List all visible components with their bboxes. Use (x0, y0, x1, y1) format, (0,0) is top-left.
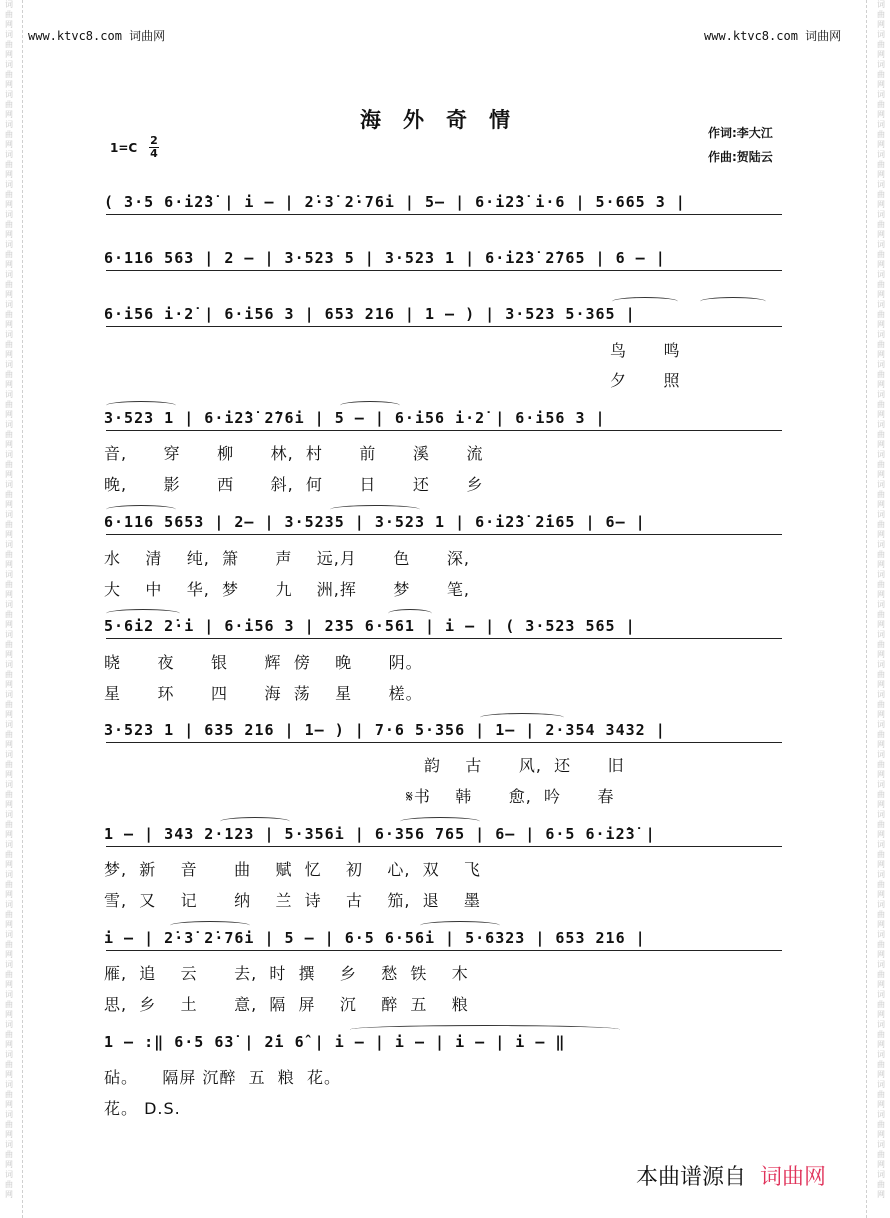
site-watermark-right: www.ktvc8.com 词曲网 (704, 29, 842, 43)
slur-mark (170, 921, 250, 930)
lyric-line: 鸟 鸣 (610, 341, 681, 360)
footer-prefix: 本曲谱源自 (636, 1165, 747, 1190)
notation-row (100, 825, 790, 849)
composer-credit: 作曲:贺陆云 (708, 150, 773, 164)
notation-row (100, 929, 790, 953)
beam-line (106, 214, 782, 215)
notation-text: 6·i56 i·2̇ | 6·i56 3 | 653 216 | 1 — ) | 3·523 5·365 | (104, 305, 636, 323)
lyric-line: 雪, 又 记 纳 兰 诗 古 笳, 退 墨 (104, 891, 481, 910)
notation-text: ( 3·5 6·i2̇3̇ | i — | 2̇·3̇ 2̇·76i | 5— | 6·i2̇3̇ i·6 | 5·665 3 | (104, 193, 686, 211)
tie-mark (350, 1025, 620, 1034)
beam-line (106, 534, 782, 535)
lyric-line: 𝄋书 韩 愈, 吟 春 (406, 787, 615, 806)
beam-line (106, 846, 782, 847)
lyric-line: 晓 夜 银 辉 傍 晚 阴。 (104, 653, 423, 672)
slur-mark (612, 297, 678, 306)
beam-line (106, 326, 782, 327)
notation-row (100, 513, 790, 537)
lyric-line: 韵 古 风, 还 旧 (424, 756, 625, 775)
notation-row (100, 617, 790, 641)
lyric-line: 晚, 影 西 斜, 何 日 还 乡 (104, 475, 484, 494)
notation-row (100, 249, 790, 273)
left-dashed-border (22, 0, 23, 1218)
notation-row (100, 193, 790, 217)
slur-mark (330, 505, 420, 514)
beam-line (106, 638, 782, 639)
song-title: 海外奇情 (360, 107, 532, 132)
slur-mark (340, 401, 400, 410)
notation-text: 5·6i2 2̇·i | 6·i56 3 | 235 6·561 | i — | ( 3·523 565 | (104, 617, 636, 635)
slur-mark (106, 401, 176, 410)
notation-text: 6·116 5653 | 2— | 3·5235 | 3·523 1 | 6·i2̇3̇ 2̇i65 | 6— | (104, 513, 646, 531)
lyric-line: 夕 照 (610, 371, 681, 390)
time-signature-top: 2 (150, 134, 158, 147)
slur-mark (400, 817, 480, 826)
notation-text: 3·523 1 | 635 216 | 1— ) | 7·6 5·356 | 1— | 2·354 3432 | (104, 721, 666, 739)
time-signature-bottom: 4 (150, 147, 158, 160)
notation-row (100, 409, 790, 433)
notation-row (100, 1033, 790, 1057)
beam-line (106, 742, 782, 743)
slur-mark (106, 505, 176, 514)
notation-text: 1 — | 343 2·123 | 5·356i | 6·356 765 | 6— | 6·5 6·i2̇3̇ | (104, 825, 656, 843)
notation-row (100, 305, 790, 329)
lyricist-credit: 作词:李大江 (708, 126, 773, 140)
slur-mark (480, 713, 564, 722)
lyric-line: 花。 D.S. (104, 1099, 181, 1118)
slur-mark (220, 817, 290, 826)
key-signature: 1=C (110, 141, 138, 155)
lyric-line: 星 环 四 海 荡 星 槎。 (104, 684, 423, 703)
site-watermark-left: www.ktvc8.com 词曲网 (28, 29, 166, 43)
right-dashed-border (866, 0, 867, 1218)
lyric-line: 音, 穿 柳 林, 村 前 溪 流 (104, 444, 484, 463)
lyric-line: 梦, 新 音 曲 赋 忆 初 心, 双 飞 (104, 860, 481, 879)
notation-text: i — | 2̇·3̇ 2̇·76i | 5 — | 6·5 6·56i | 5·6323 | 653 216 | (104, 929, 646, 947)
notation-text: 1 — :‖ 6·5 63̇ | 2̇i 6̂ | i — | i — | i — | i — ‖ (104, 1033, 566, 1051)
slur-mark (420, 921, 500, 930)
lyric-line: 思, 乡 土 意, 隔 屏 沉 醉 五 粮 (104, 995, 469, 1014)
slur-mark (388, 609, 432, 618)
side-watermark-left: 词曲网词曲网词曲网词曲网词曲网词曲网词曲网词曲网词曲网词曲网词曲网词曲网词曲网词曲网词曲网词曲网词曲网词曲网词曲网词曲网词曲网词曲网词曲网词曲网词曲网词曲网词曲网词曲网词曲网词曲网词曲网词曲网词曲网词曲网词曲网词曲网词曲网词曲网词曲网词曲网 (5, 0, 13, 1199)
lyric-line: 大 中 华, 梦 九 洲,挥 梦 笔, (104, 580, 471, 599)
slur-mark (106, 609, 180, 618)
notation-text: 3·523 1 | 6·i2̇3̇ 2̇76i | 5 — | 6·i56 i·2̇ | 6·i56 3 | (104, 409, 606, 427)
footer-brand-link[interactable]: 词曲网 (760, 1165, 827, 1190)
beam-line (106, 430, 782, 431)
lyric-line: 砧。 隔屏 沉醉 五 粮 花。 (104, 1068, 341, 1087)
notation-text: 6·116 563 | 2 — | 3·523 5 | 3·523 1 | 6·i2̇3̇ 2̇765 | 6 — | (104, 249, 666, 267)
beam-line (106, 950, 782, 951)
slur-mark (700, 297, 766, 306)
notation-row (100, 721, 790, 745)
lyric-line: 水 清 纯, 箫 声 远,月 色 深, (104, 549, 471, 568)
beam-line (106, 270, 782, 271)
time-signature (149, 135, 159, 160)
side-watermark-right: 词曲网词曲网词曲网词曲网词曲网词曲网词曲网词曲网词曲网词曲网词曲网词曲网词曲网词曲网词曲网词曲网词曲网词曲网词曲网词曲网词曲网词曲网词曲网词曲网词曲网词曲网词曲网词曲网词曲网词曲网词曲网词曲网词曲网词曲网词曲网词曲网词曲网词曲网词曲网词曲网 (877, 0, 885, 1199)
lyric-line: 雁, 追 云 去, 时 撰 乡 愁 铁 木 (104, 964, 469, 983)
source-footer (636, 1160, 826, 1191)
